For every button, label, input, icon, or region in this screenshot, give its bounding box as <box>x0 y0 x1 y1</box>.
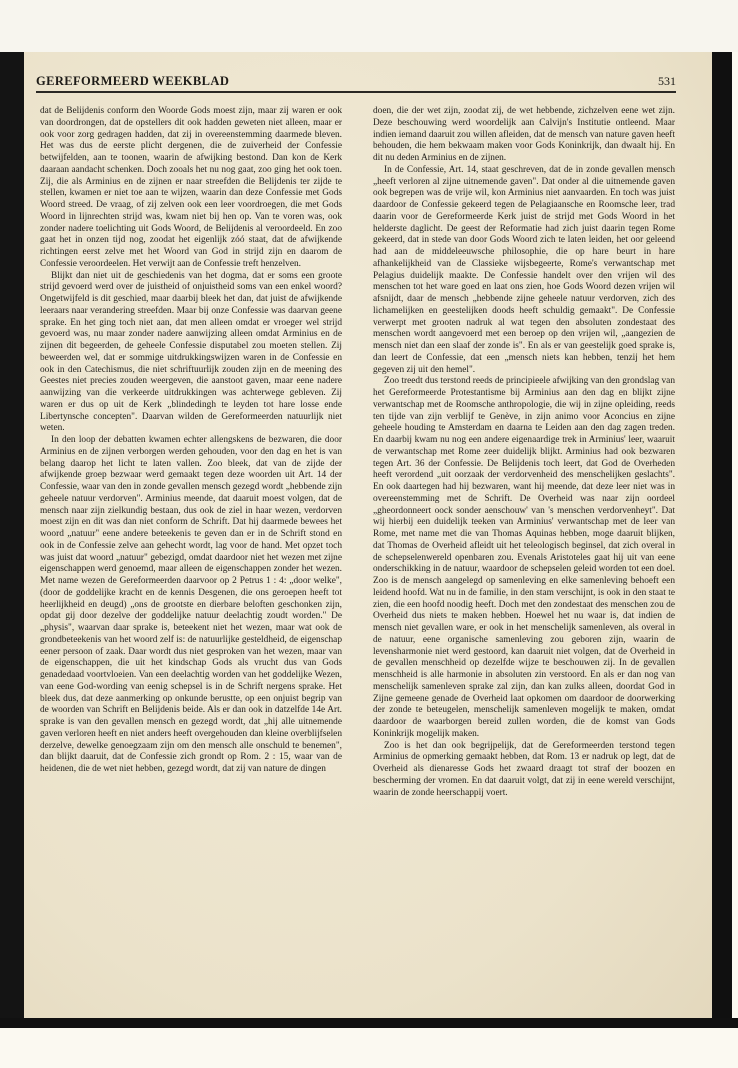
page-number: 531 <box>658 74 676 88</box>
running-header <box>36 72 676 92</box>
paragraph: Blijkt dan niet uit de geschiedenis van het dogma, dat er soms een groote strijd gevoerd werd over de juistheid of onjuistheid soms van een enkel woord? Ongetwijfeld is dit geschied, maar daarbij bleek het dan, dat juist de afwijkende leeraars naar verandering streefden. Maar bij onze Confessie was daarvan geene sprake. En het ging toch niet aan, dat men alleen omdat er vroeger wel strijd gevoerd was, nu maar zonder nadere aanwijzing alleen omdat Arminius en de zijnen dit begeerden, de geheele Confessie disputabel zou moeten stellen. Zij beweerden wel, dat er sommige uitdrukkingswijzen waren in de Confessie en ook in den Catechismus, die niet schriftuurlijk zouden zijn en de meening des Geestes niet precies zouden weergeven, die aanstoot gaven, maar eene nadere aanwijzing van die verkeerde uitdrukkingen was achterwege gebleven. Zij waren er dus op uit de Kerk „blindedingh te leyden tot hare losse ende Libertynsche concepten". Daarvan wilden de Gereformeerden natuurlijk niet weten. <box>40 270 342 434</box>
paragraph: In den loop der debatten kwamen echter allengskens de bezwaren, die door Arminius en de zijnen verborgen werden gehouden, voor den dag en het is van belang daarop het licht te laten vallen. Zoo bleek, dat van de zijde der afwijkende groep bezwaar werd gemaakt tegen deze woorden uit Art. 14 der Confessie, waar van den in zonde gevallen mensch gezegd wordt „hebbende zijn geheele natuur verdorven". Arminius meende, dat daaruit moest volgen, dat de mensch naar zijn zielkundig bestaan, dus ook de ziel in haar wezen, verdorven moest zijn en dit was dan niet conform de Schrift. Dat hij daarmede bewees het woord „natuur" eene andere beteekenis te geven dan er in de Schrift stond en ook in de Confessie zelve aan gehecht wordt, lag voor de hand. Met opzet toch was juist dat woord „natuur" gebezigd, omdat daardoor niet het wezen met zijne eigenschappen werd genoemd, maar alleen de eigenschappen zonder het wezen. Met name wezen de Gereformeerden daarvoor op 2 Petrus 1 : 4: „door welke", (door de goddelijke kracht en de kennis Desgenen, die ons geroepen heeft tot heerlijkheid en deugd) „ons de grootste en dierbare beloften geschonken zijn, opdat gij door dezelve der goddelijke natuur deelachtig zoudt worden." De „physis", waarvan daar sprake is, beteekent niet het wezen, maar wat ook de grondbeteekenis van het woord zelf is: de natuurlijke gesteldheid, de eigenschap eener persoon of zaak. Daar wordt dus niet gesproken van het wezen, maar van de eigenschappen, die uit het kindschap Gods als vrucht dus van Gods genadedaad voortvloeien. Van een deelachtig worden van het goddelijke Wezen, van eene God-wording van eenig schepsel is in de Schrift nergens sprake. Het bleek dus, dat deze aanmerking op onkunde berustte, op een onjuist begrip van de woorden van Schrift en Belijdenis beide. Als er dan ook in datzelfde 14e Art. sprake is van den gevallen mensch en gezegd wordt, dat „hij alle uitnemende gaven verloren heeft en niet anders heeft overgehouden dan kleine overblijfselen derzelve, dewelke genoegzaam zijn om den mensch alle onschuld te benemen", dan blijkt daaruit, dat de Confessie zich grondt op Rom. 2 : 15, waar van de heidenen, die de wet niet hebben, gezegd wordt, dat zij van nature de dingen <box>40 435 342 774</box>
paragraph: dat de Belijdenis conform den Woorde Gods moest zijn, maar zij waren er ook van doordrongen, dat de opstellers dit ook hadden geweten niet alleen, maar er ook voor zorg gedragen hadden, dat zij in overeenstemming daarmede bleven. Het was dus de eerste plicht dergenen, die de zuiverheid der Confessie betwijfelden, aan te toonen, waarin de afwijking bestond. Dan kon de Kerk daaraan aandacht schenken. Doch zooals het nu nog gaat, zoo ging het ook toen. Zij, die als Arminius en de zijnen er naar streefden die Belijdenis ter zijde te stellen, kwamen er niet toe aan te wijzen, waarin dan deze Confessie met Gods Woord streed. De vraag, of zij zelven ook een leer voordroegen, die met Gods Woord in lijnrechten strijd was, kwam niet bij hen op. Van te voren was, ook zonder nadere toelichting uit Gods Woord, de Belijdenis al veroordeeld. En zoo gaat het in onzen tijd nog, zoodat het eigenlijk zóó staat, dat de afwijkende richtingen eerst zelve met het Woord van God in strijd zijn en daarom de Confessie veroordeelen. Het verwijt aan de Confessie treft henzelven. <box>40 106 342 269</box>
scan-top-margin <box>0 0 738 52</box>
paragraph: Zoo treedt dus terstond reeds de principieele afwijking van den grondslag van het Gereformeerde Protestantisme bij Arminius aan den dag en blijkt zijne verwantschap met de Roomsche anthropologie, die wij in zijne opleiding, reeds ten tijde van zijn verblijf te Genève, in zijn animo voor Aconcius en zijne geheele houding te Amsterdam en daarna te Leiden aan den dag zagen treden. En daarbij kwam nu nog een andere eigenaardige trek in Arminius' leer, waaruit de verwantschap met Rome zeer duidelijk blijkt. Arminius had ook bezwaren tegen Art. 36 der Confessie. De Belijdenis toch leert, dat God de Overheden heeft verordend „uit oorzaak der verdorvenheid des menschelijken geslachts". En ook daartegen had hij bezwaren, want hij meende, dat deze leer niet was in overeenstemming met de Schrift. De Overheid was naar zijn oordeel „gheordonneert oock sonder aenschouw' van 's menschen verdorvenheyt". Dat wij hierbij een duidelijk teeken van Arminius' verwantschap met de leer van Rome, met name met die van Thomas Aquinas hebben, moge daaruit blijken, dat Thomas de Overheid afleidt uit het teleologisch beginsel, dat zich overal in de schepselenwereld openbaren zou. Evenals Aristoteles gaat hij uit van eene onderschikking in de natuur, waardoor de schepselen geleid worden tot een doel. Zoo is de mensch aangelegd op samenleving en elke samenleving behoeft een leidend hoofd. Wat nu in de familie, in den stam verschijnt, is ook in den staat te zien, die een hoofd noodig heeft. Doch met den zondestaat des menschen zou de Overheid dus niets te maken hebben. Hoewel het nu waar is, dat indien de mensch niet gevallen ware, er ook in het menschelijk samenleven, als overal in de natuur, eene organische samenleving zou geboren zijn, waarin de levensharmonie niet werd gestoord, kan daaruit niet volgen, dat de Overheid in de gevallen menschheid op dezelfde wijze te beschouwen zij. In de gevallen menschheid is alle harmonie in absoluten zin verstoord. En als er dan nog van menschelijk samenleven sprake zal zijn, dan kan zulks alleen, doordat God in Zijne gemeene genade de Overheid laat opkomen om daardoor de doorwerking der zonde te beteugelen, menschelijk samenleven mogelijk te maken, omdat daardoor de waarborgen bereid zullen worden, die de komst van Gods Koninkrijk mogelijk maken. <box>373 376 675 739</box>
paragraph: Zoo is het dan ook begrijpelijk, dat de Gereformeerden terstond tegen Arminius de opmerking gemaakt hebben, dat Rom. 13 er nadruk op legt, dat de Overheid als dienaresse Gods het zwaard draagt tot straf der boozen en bescherming der vromen. En dat daaruit volgt, dat zij in eene wereld verschijnt, waarin de zonde heerschappij voert. <box>373 740 675 798</box>
left-column <box>40 106 342 1010</box>
scan-bottom-border <box>0 1018 738 1028</box>
paragraph: doen, die der wet zijn, zoodat zij, de wet hebbende, zichzelven eene wet zijn. Deze beschouwing werd woordelijk aan Calvijn's Institutie ontleend. Maar indien iemand daaruit zou willen afleiden, dat de mensch van nature gaven heeft behouden, die hem bekwaam maken voor Gods Koninkrijk, dan dwaalt hij. En dit nu deden Arminius en de zijnen. <box>373 106 675 163</box>
journal-title: GEREFORMEERD WEEKBLAD <box>36 74 230 88</box>
paragraph: In de Confessie, Art. 14, staat geschreven, dat de in zonde gevallen mensch „heeft verloren al zijne uitnemende gaven". Dat onder al die uitnemende gaven ook begrepen was de vrije wil, kon Arminius niet aanvaarden. En toch was juist daardoor de Confessie gekeerd tegen de Pelagiaansche en Roomsche leer, trad daarin voor de Gereformeerde Kerk juist de strijd met Gods Woord in het helderste daglicht. De geest der Reformatie had zich juist daarin tegen Rome gekeerd, dat in stede van door Gods Woord zich te laten leiden, het oor geleend had aan de middeleeuwsche philosophie, die op hare beurt in hare afhankelijkheid van de Classieke wijsbegeerte, Rome's verwantschap met Pelagius duidelijk maakte. De Confessie handelt over den vrijen wil des menschen tot het ware goed en laat ons zien, hoe Gods Woord dezen vrijen wil afsnijdt, daar de mensch „hebbende zijne geheele natuur verdorven, zich des lichamelijken en geestelijken doods heeft schuldig gemaakt". De Confessie verwerpt met grooten nadruk al wat tegen den absoluten zondestaat des menschen wordt aangevoerd met een beroep op den vrijen wil, „aangezien de mensch niet dan een slaaf der zonde is". En als er van geestelijk goed sprake is, dan leert de Confessie, dat een „mensch niets kan hebben, tenzij het hem gegeven zij uit den hemel". <box>373 164 675 375</box>
right-column <box>373 106 675 1010</box>
scan-left-border <box>0 52 24 1022</box>
header-rule <box>36 91 676 93</box>
scan-right-border <box>712 52 732 1027</box>
